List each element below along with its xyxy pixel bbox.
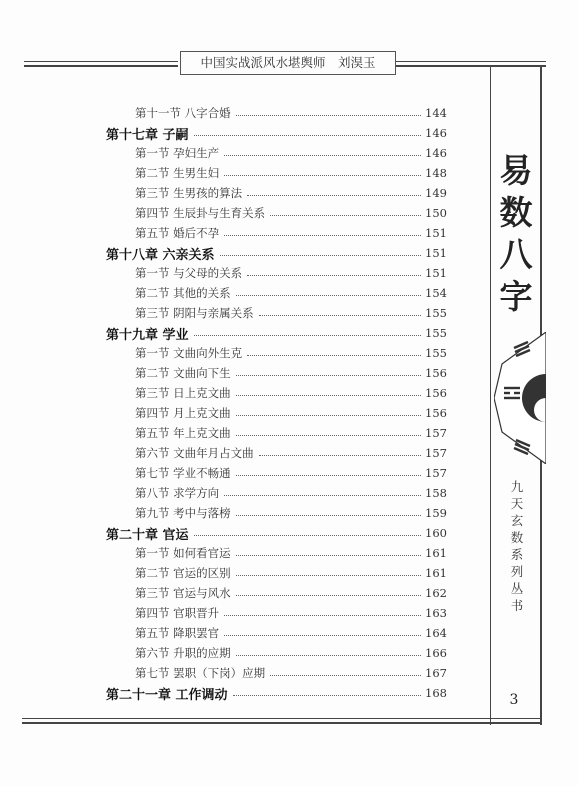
book-title-vertical [496,150,536,318]
toc-section-row [135,483,447,503]
toc-entry-title: 第三节 官运与风水 [135,586,231,600]
dot-leader [259,455,421,456]
toc-section-row [135,363,447,383]
toc-entry-page: 162 [425,586,447,600]
dot-leader [259,315,421,316]
toc-entry-title: 第七节 罢职（下岗）应期 [135,666,266,680]
toc-section-row [135,443,447,463]
dot-leader [224,635,421,636]
dot-leader [194,535,421,536]
toc-section-row [135,423,447,443]
dot-leader [270,675,421,676]
toc-entry-page: 156 [425,366,447,380]
toc-chapter-row [106,243,447,263]
toc-entry-title: 第六节 升职的应期 [135,646,231,660]
toc-entry-title: 第三节 日上克文曲 [135,386,231,400]
toc-entry-title: 第十九章 学业 [106,327,189,343]
dot-leader [236,115,421,116]
dot-leader [236,295,421,296]
toc-entry-page: 151 [425,246,447,260]
toc-entry-title: 第三节 生男孩的算法 [135,186,243,200]
toc-entry-page: 157 [425,426,447,440]
dot-leader [236,415,421,416]
dot-leader [236,555,421,556]
toc-entry-title: 第五节 降职罢官 [135,626,220,640]
toc-section-row [135,463,447,483]
toc-section-row [135,643,447,663]
book-title-char: 数 [499,193,533,232]
toc-entry-page: 151 [425,266,447,280]
footer-rule [22,722,542,724]
toc-entry-title: 第四节 月上克文曲 [135,406,231,420]
toc-entry-page: 154 [425,286,447,300]
toc-entry-page: 164 [425,626,447,640]
toc-entry-page: 160 [425,526,447,540]
toc-entry-page: 156 [425,406,447,420]
toc-entry-title: 第四节 生辰卦与生育关系 [135,206,266,220]
toc-entry-title: 第八节 求学方向 [135,486,220,500]
toc-section-row [135,403,447,423]
toc-entry-page: 151 [425,226,447,240]
toc-section-row [135,183,447,203]
toc-entry-page: 149 [425,186,447,200]
dot-leader [236,375,421,376]
toc-section-row [135,503,447,523]
toc-chapter-row [106,683,447,703]
dot-leader [194,335,421,336]
toc-section-row [135,583,447,603]
toc-entry-page: 163 [425,606,447,620]
toc-entry-title: 第一节 与父母的关系 [135,266,243,280]
toc-entry-page: 157 [425,446,447,460]
dot-leader [224,495,421,496]
dot-leader [236,655,421,656]
dot-leader [224,175,421,176]
toc-section-row [135,163,447,183]
toc-entry-title: 第十一节 八字合婚 [135,106,231,120]
dot-leader [233,695,421,696]
dot-leader [224,615,421,616]
dot-leader [224,155,421,156]
toc-entry-title: 第五节 年上克文曲 [135,426,231,440]
footer-rule [22,718,542,719]
dot-leader [236,595,421,596]
series-char: 系 [510,547,524,562]
dot-leader [220,255,421,256]
toc-chapter-row [106,523,447,543]
toc-section-row [135,623,447,643]
page-number: 3 [509,692,519,708]
toc-entry-title: 第六节 文曲年月占文曲 [135,446,254,460]
dot-leader [236,395,421,396]
toc-entry-page: 155 [425,346,447,360]
book-title-char: 易 [499,151,533,190]
toc-entry-page: 159 [425,506,447,520]
toc-section-row [135,383,447,403]
toc-section-row [135,543,447,563]
toc-entry-page: 166 [425,646,447,660]
toc-section-row [135,663,447,683]
toc-section-row [135,263,447,283]
series-char: 天 [510,496,524,511]
toc-entry-title: 第二节 生男生妇 [135,166,220,180]
toc-section-row [135,103,447,123]
toc-entry-title: 第四节 官职晋升 [135,606,220,620]
dot-leader [236,515,421,516]
series-name-vertical [506,478,528,614]
dot-leader [270,215,421,216]
toc-entry-page: 146 [425,126,447,140]
bagua-icon [494,332,546,464]
header-rule [396,65,546,67]
toc-entry-title: 第七节 学业不畅通 [135,466,231,480]
toc-section-row [135,603,447,623]
toc-section-row [135,223,447,243]
toc-entry-title: 第二节 官运的区别 [135,566,231,580]
toc-entry-page: 161 [425,566,447,580]
toc-entry-title: 第二十章 官运 [106,527,189,543]
toc-entry-title: 第一节 孕妇生产 [135,146,220,160]
toc-entry-page: 161 [425,546,447,560]
toc-entry-page: 158 [425,486,447,500]
toc-entry-title: 第九节 考中与落榜 [135,506,231,520]
series-char: 列 [510,564,524,579]
dot-leader [247,275,421,276]
toc-entry-page: 155 [425,326,447,340]
dot-leader [247,195,421,196]
margin-rule [490,65,491,725]
series-char: 玄 [510,513,524,528]
toc-entry-page: 167 [425,666,447,680]
toc-entry-title: 第二十一章 工作调动 [106,687,228,703]
book-title-char: 八 [499,235,533,274]
toc-entry-page: 148 [425,166,447,180]
toc-entry-title: 第三节 阴阳与亲属关系 [135,306,254,320]
series-char: 丛 [510,581,524,596]
dot-leader [194,135,421,136]
series-char: 书 [510,598,524,613]
dot-leader [236,475,421,476]
toc-entry-title: 第二节 文曲向下生 [135,366,231,380]
dot-leader [247,355,421,356]
header-rule [396,61,546,62]
toc-entry-title: 第十八章 六亲关系 [106,247,215,263]
toc-entry-title: 第十七章 子嗣 [106,127,189,143]
book-title-char: 字 [499,277,533,316]
dot-leader [224,235,421,236]
toc-entry-title: 第一节 文曲向外生克 [135,346,243,360]
toc-section-row [135,143,447,163]
toc-entry-page: 156 [425,386,447,400]
toc-entry-page: 157 [425,466,447,480]
dot-leader [236,575,421,576]
toc-section-row [135,303,447,323]
header-rule [24,65,178,67]
running-header: 中国实战派风水堪舆师 刘淏玉 [180,51,396,75]
toc-entry-page: 144 [425,106,447,120]
toc-section-row [135,283,447,303]
toc-entry-title: 第二节 其他的关系 [135,286,231,300]
toc-entry-page: 150 [425,206,447,220]
series-char: 数 [510,530,524,545]
toc-entry-page: 155 [425,306,447,320]
toc-entry-title: 第五节 婚后不孕 [135,226,220,240]
toc-section-row [135,203,447,223]
toc-chapter-row [106,323,447,343]
series-char: 九 [510,479,524,494]
toc-section-row [135,563,447,583]
dot-leader [236,435,421,436]
header-rule [24,61,178,62]
toc-entry-page: 168 [425,686,447,700]
toc-entry-page: 146 [425,146,447,160]
toc-entry-title: 第一节 如何看官运 [135,546,231,560]
toc-chapter-row [106,123,447,143]
toc-section-row [135,343,447,363]
